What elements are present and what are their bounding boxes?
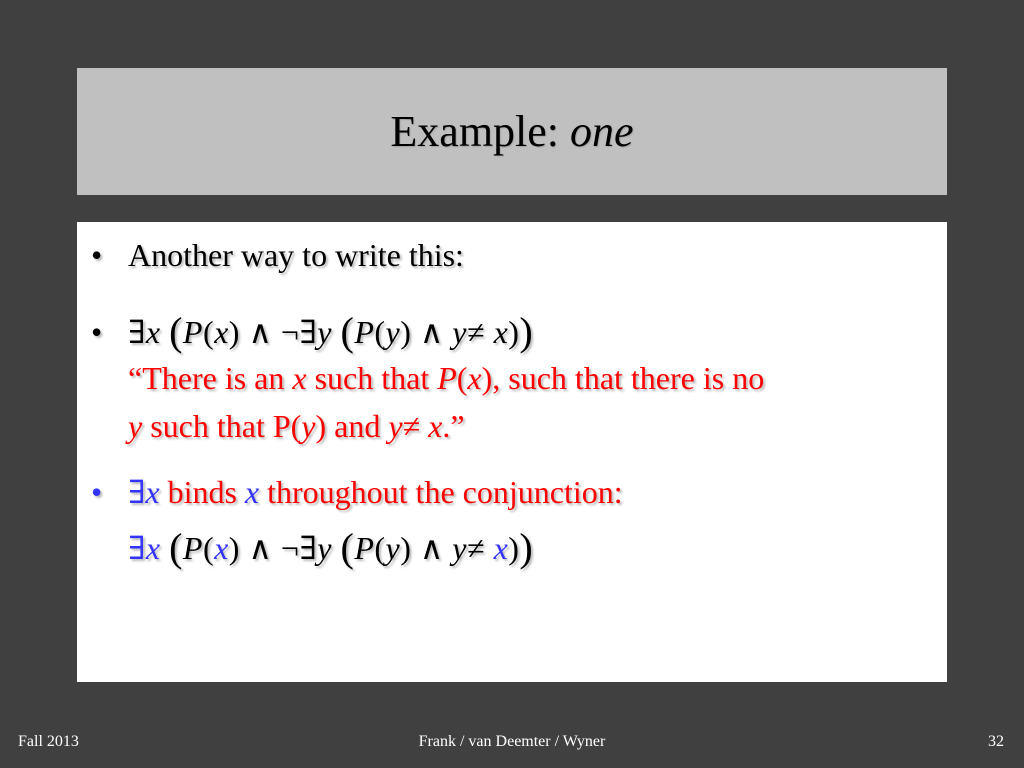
quote-line-1: “There is an x such that P(x), such that there is no — [128, 360, 765, 396]
title-italic: one — [570, 107, 634, 156]
bullet-item-2 — [77, 309, 947, 452]
and-symbol: ∧ — [248, 314, 273, 350]
bullet-marker: • — [91, 314, 103, 350]
content-box — [77, 222, 947, 682]
not-symbol: ¬ — [280, 314, 300, 350]
bullet-marker: • — [91, 474, 103, 510]
formula-line: ∃x (P(x) ∧ ¬∃y (P(y) ∧ y≠ x)) — [128, 309, 534, 354]
slide-title — [390, 106, 633, 157]
footer-slide-number: 32 — [988, 733, 1004, 750]
bullet-marker: • — [91, 237, 103, 273]
formula-line-2: ∃x (P(x) ∧ ¬∃y (P(y) ∧ y≠ x)) — [128, 525, 534, 570]
bullet-3-line: ∃x binds x throughout the conjunction: — [128, 474, 623, 510]
footer-date: Fall 2013 — [18, 733, 79, 750]
exists-symbol: ∃ — [128, 314, 146, 350]
quote-line-2: y such that P(y) and y≠ x.” — [128, 408, 465, 444]
title-plain: Example: — [390, 107, 571, 156]
footer-authors: Frank / van Deemter / Wyner — [418, 733, 606, 750]
bullet-text: Another way to write this: — [128, 237, 464, 273]
bullet-item-3 — [77, 472, 947, 582]
bullet-item-1 — [77, 235, 947, 275]
neq-symbol: ≠ — [467, 314, 486, 350]
title-box — [77, 68, 947, 195]
